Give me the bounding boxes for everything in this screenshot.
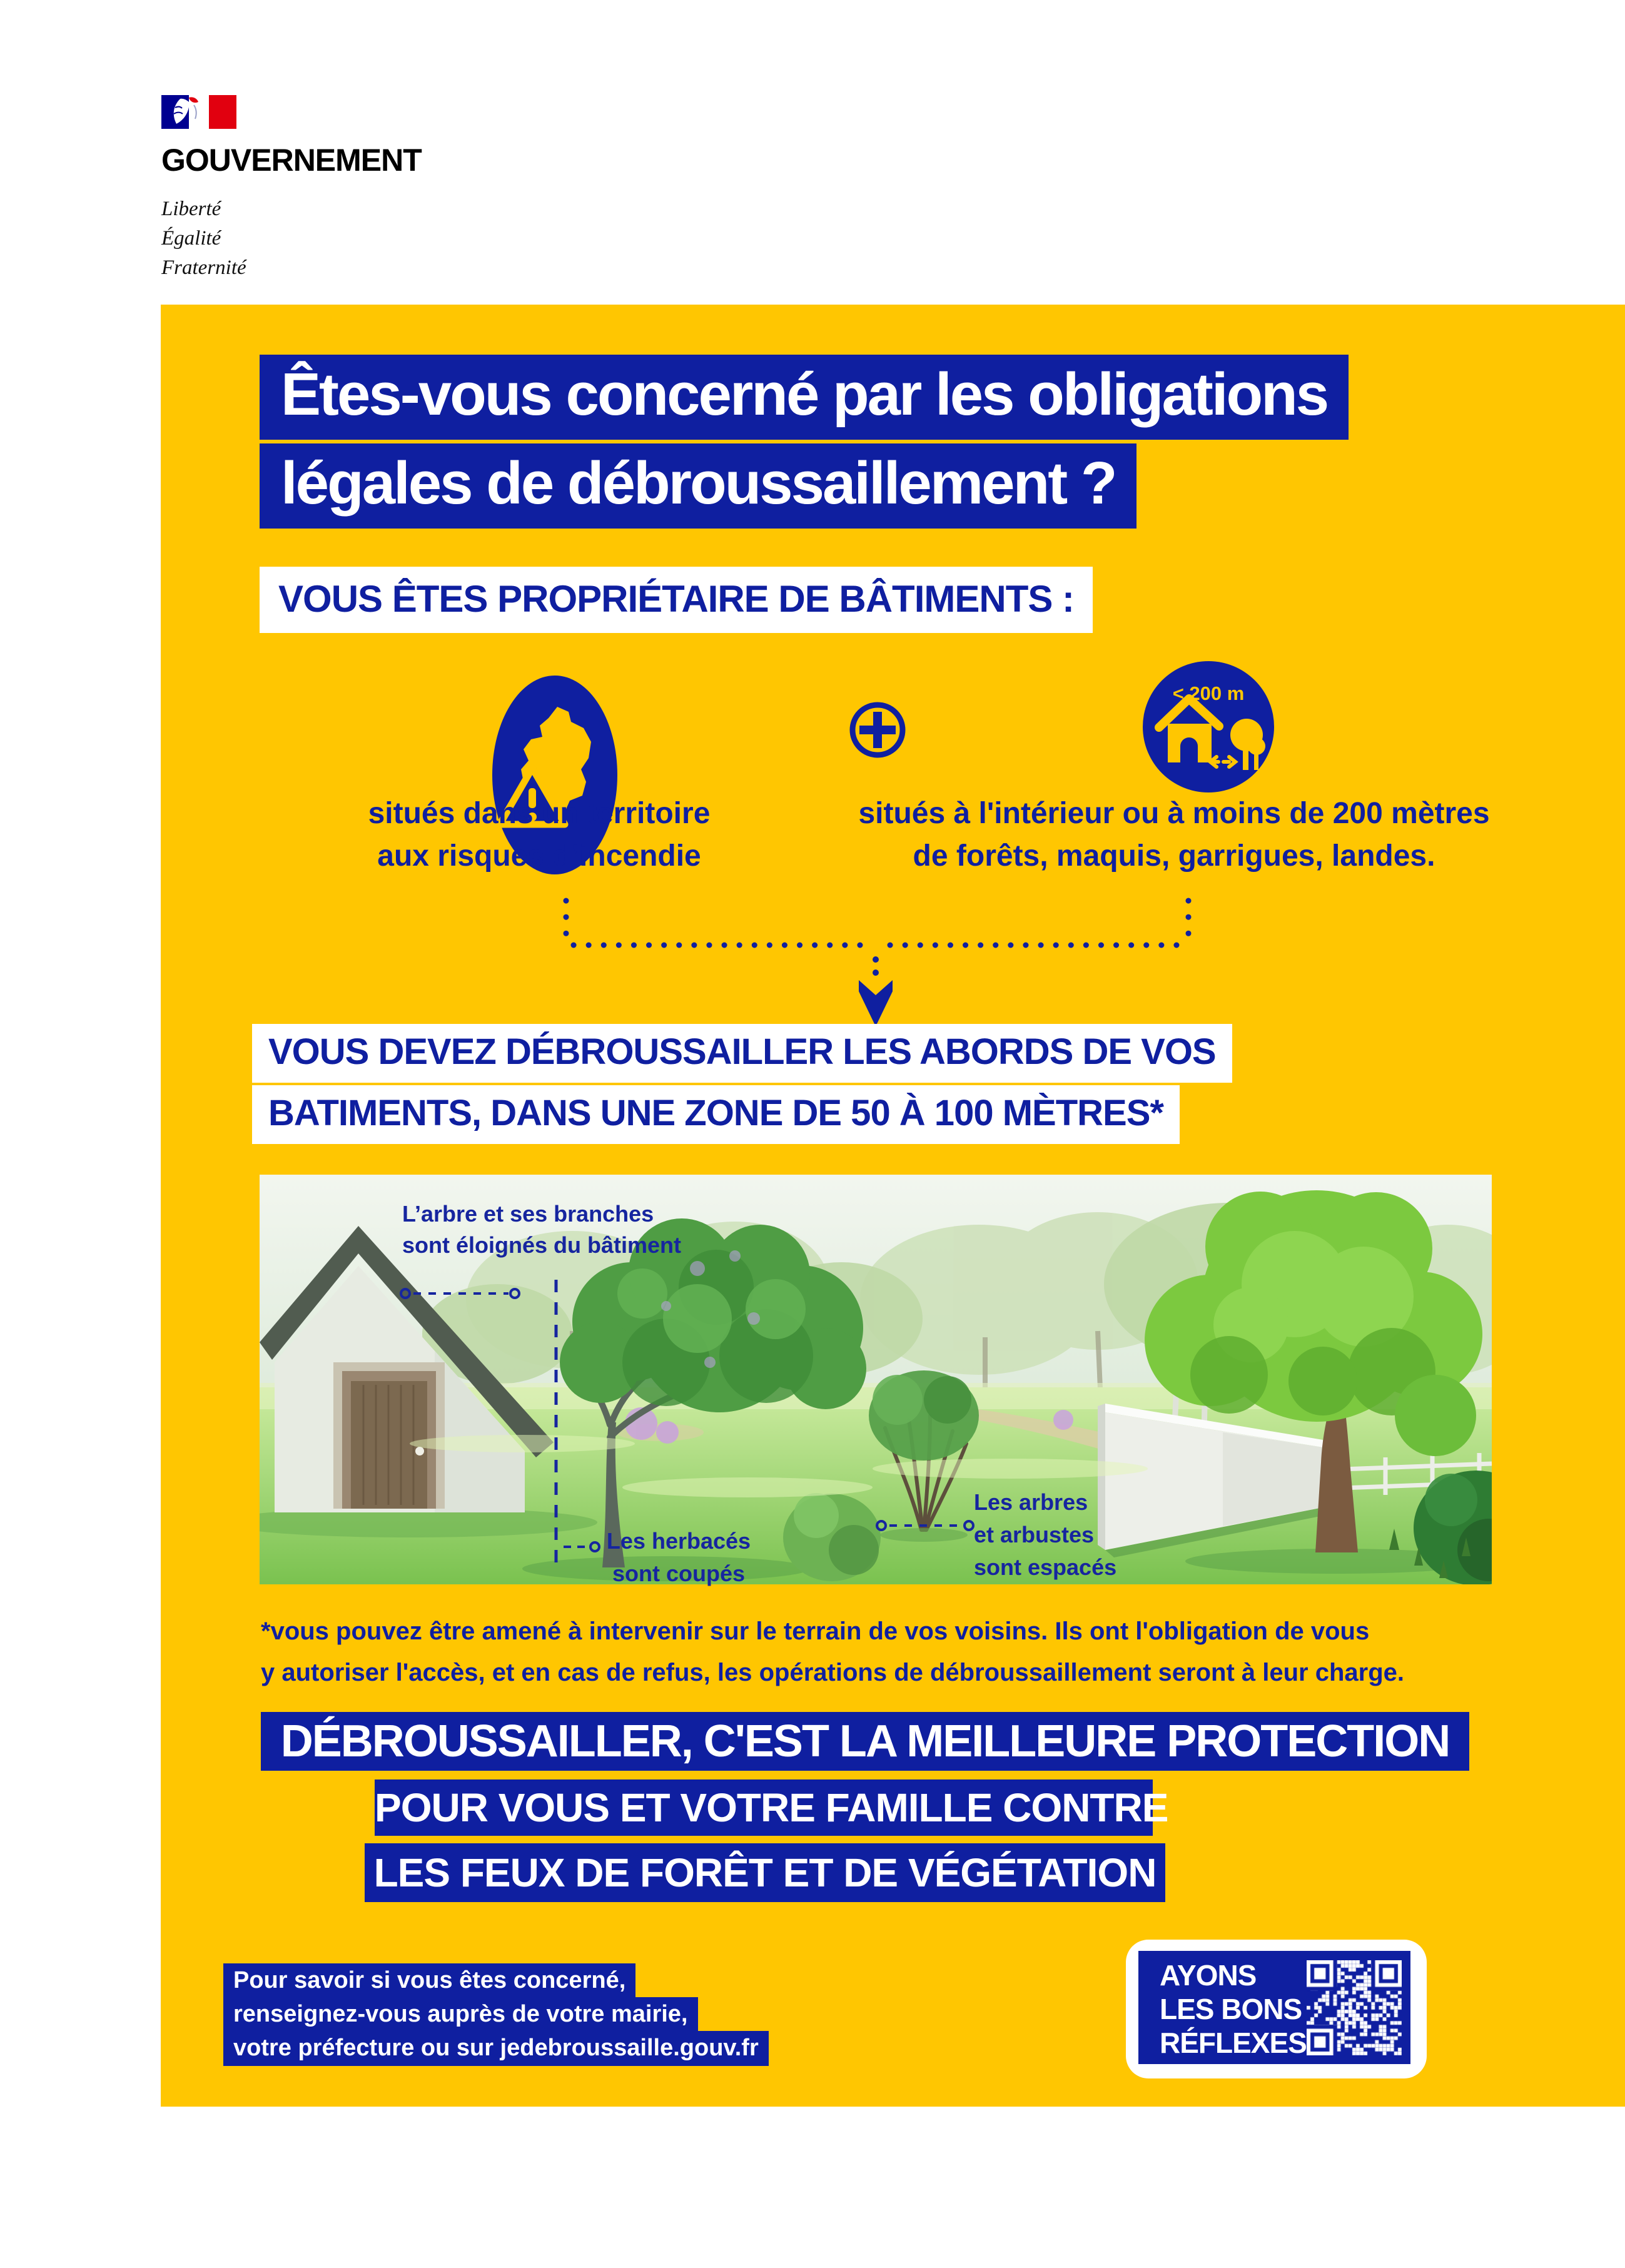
government-logo [161, 95, 422, 283]
government-wordmark: GOUVERNEMENT [161, 143, 422, 178]
caption-forest-line1: situés à l'intérieur ou à moins de 200 mètres [858, 797, 1490, 830]
qr-code [1307, 1960, 1402, 2055]
caption-territory-line1: situés dans un territoire [368, 797, 711, 830]
poster-body [161, 305, 1625, 2107]
dashed-vertical-line [552, 1280, 560, 1571]
footnote-line2: y autoriser l'accès, et en cas de refus, les opérations de débroussaillement seront à leur charge. [261, 1659, 1405, 1686]
annotation-tree-line2: sont éloignés du bâtiment [402, 1232, 682, 1258]
annotation-herb-line2: sont coupés [612, 1561, 746, 1586]
connector-arrow [511, 893, 1237, 1030]
caption-forest-line2: de forêts, maquis, garrigues, landes. [913, 839, 1435, 873]
reflexes-line1: AYONS [1160, 1959, 1257, 1992]
info-strip-1: Pour savoir si vous êtes concerné, [223, 1963, 635, 1998]
protection-banner-line3: LES FEUX DE FORÊT ET DE VÉGÉTATION [365, 1843, 1165, 1902]
motto [161, 195, 422, 283]
distance-label: < 200 m [1172, 682, 1245, 704]
dashed-connector [564, 1540, 602, 1554]
protection-banner-line2: POUR VOUS ET VOTRE FAMILLE CONTRE [375, 1779, 1153, 1836]
footnote-line1: *vous pouvez être amené à intervenir sur le terrain de vos voisins. Ils ont l'obligation de vous [261, 1617, 1370, 1645]
footnote [261, 1611, 1404, 1693]
owner-banner: VOUS ÊTES PROPRIÉTAIRE DE BÂTIMENTS : [260, 567, 1093, 633]
reflexes-text [1160, 1958, 1307, 2060]
title-line-1: Êtes-vous concerné par les obligations [260, 355, 1349, 440]
annotation-spaced-line1: Les arbres [974, 1489, 1088, 1515]
obligation-line-2: BATIMENTS, DANS UNE ZONE DE 50 À 100 MÈTRES* [252, 1085, 1180, 1144]
down-arrow-icon [859, 980, 893, 1026]
plus-icon [848, 700, 908, 763]
annotation-tree-line1: L’arbre et ses branches [402, 1201, 654, 1227]
motto-line: Égalité [161, 226, 221, 250]
protection-banner-line1: DÉBROUSSAILLER, C'EST LA MEILLEURE PROTECTION [261, 1712, 1469, 1771]
house-distance-icon [1143, 661, 1274, 792]
caption-territory [348, 792, 730, 878]
reflexes-badge-inner [1138, 1951, 1410, 2064]
caption-territory-line2: aux risques d’incendie [377, 839, 701, 873]
reflexes-line2: LES BONS [1160, 1993, 1302, 2025]
dashed-connector [398, 1286, 524, 1301]
obligation-line-1: VOUS DEVEZ DÉBROUSSAILLER LES ABORDS DE VOS [252, 1024, 1232, 1083]
annotation-spacing [974, 1486, 1116, 1584]
garden-photo [260, 1175, 1492, 1584]
reflexes-line3: RÉFLEXES [1160, 2027, 1307, 2059]
annotation-herbs [585, 1525, 772, 1590]
reflexes-badge [1126, 1940, 1427, 2078]
annotation-spaced-line2: et arbustes [974, 1522, 1095, 1547]
caption-forest [818, 792, 1531, 878]
title-line-2: légales de débroussaillement ? [260, 443, 1136, 529]
dashed-connector [876, 1519, 976, 1532]
motto-line: Fraternité [161, 256, 246, 279]
french-flag-icon [161, 95, 236, 129]
annotation-herb-line1: Les herbacés [606, 1528, 751, 1554]
info-strip-2: renseignez-vous auprès de votre mairie, [223, 1997, 698, 2032]
info-strip-3: votre préfecture ou sur jedebroussaille.gouv.fr [223, 2031, 769, 2066]
annotation-tree-distance [402, 1198, 681, 1261]
annotation-spaced-line3: sont espacés [974, 1554, 1117, 1580]
motto-line: Liberté [161, 198, 221, 220]
